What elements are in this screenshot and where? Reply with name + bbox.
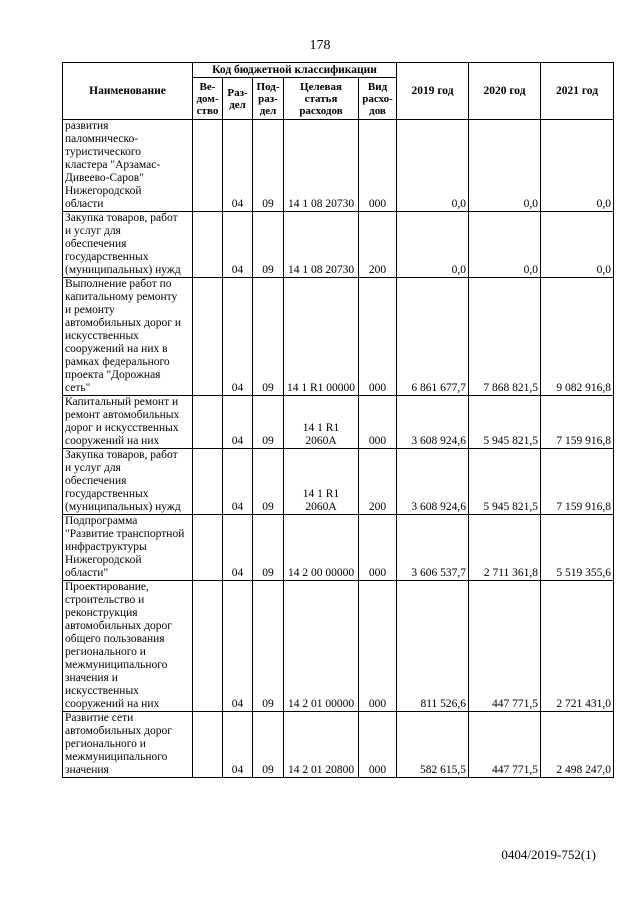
- cell-2021: 2 498 247,0: [541, 712, 614, 778]
- cell-vid-raskhodov: 000: [359, 581, 397, 712]
- table-row: [63, 120, 614, 212]
- cell-vedomstvo: [193, 449, 223, 515]
- cell-2020: 5 945 821,5: [469, 396, 541, 449]
- cell-razdel: 04: [223, 515, 253, 581]
- cell-vedomstvo: [193, 581, 223, 712]
- cell-name: Закупка товаров, работ и услуг для обеспечения государственных (муниципальных) нужд: [63, 449, 193, 515]
- cell-podrazdel: 09: [253, 581, 284, 712]
- cell-tselevaya-statya: 14 1 R1 2060A: [284, 396, 359, 449]
- cell-2021: 7 159 916,8: [541, 449, 614, 515]
- table-row: [63, 449, 614, 515]
- cell-vid-raskhodov: 000: [359, 515, 397, 581]
- cell-2019: 3 608 924,6: [397, 396, 469, 449]
- cell-name: Проектирование, строительство и реконструкция автомобильных дорог общего пользования регионального и межмуниципального значения и искусственных сооружений на них: [63, 581, 193, 712]
- cell-2019: 811 526,6: [397, 581, 469, 712]
- cell-tselevaya-statya: 14 1 08 20730: [284, 212, 359, 278]
- table-row: [63, 581, 614, 712]
- header-2019: 2019 год: [397, 63, 469, 120]
- cell-2019: 3 608 924,6: [397, 449, 469, 515]
- cell-name: развития паломническо- туристического кластера "Арзамас- Дивеево-Саров" Нижегородской области: [63, 120, 193, 212]
- cell-2020: 447 771,5: [469, 712, 541, 778]
- cell-vid-raskhodov: 000: [359, 712, 397, 778]
- cell-2019: 6 861 677,7: [397, 278, 469, 396]
- cell-vedomstvo: [193, 212, 223, 278]
- cell-vedomstvo: [193, 396, 223, 449]
- cell-2021: 5 519 355,6: [541, 515, 614, 581]
- cell-name: Развитие сети автомобильных дорог регионального и межмуниципального значения: [63, 712, 193, 778]
- cell-2020: 2 711 361,8: [469, 515, 541, 581]
- cell-razdel: 04: [223, 396, 253, 449]
- header-code-group: Код бюджетной классификации: [193, 63, 397, 78]
- cell-podrazdel: 09: [253, 515, 284, 581]
- cell-name: Подпрограмма "Развитие транспортной инфраструктуры Нижегородской области": [63, 515, 193, 581]
- cell-2019: 3 606 537,7: [397, 515, 469, 581]
- cell-vedomstvo: [193, 712, 223, 778]
- cell-2021: 7 159 916,8: [541, 396, 614, 449]
- table-row: [63, 278, 614, 396]
- cell-razdel: 04: [223, 212, 253, 278]
- cell-2020: 0,0: [469, 212, 541, 278]
- cell-tselevaya-statya: 14 2 01 00000: [284, 581, 359, 712]
- cell-2021: 9 082 916,8: [541, 278, 614, 396]
- cell-tselevaya-statya: 14 2 00 00000: [284, 515, 359, 581]
- header-2021: 2021 год: [541, 63, 614, 120]
- table-row: [63, 396, 614, 449]
- cell-vedomstvo: [193, 120, 223, 212]
- cell-vid-raskhodov: 000: [359, 396, 397, 449]
- cell-name: Выполнение работ по капитальному ремонту и ремонту автомобильных дорог и искусственных сооружений на них в рамках федерального проекта "Дорожная сеть": [63, 278, 193, 396]
- page-number: 178: [309, 38, 331, 53]
- cell-tselevaya-statya: 14 1 R1 2060A: [284, 449, 359, 515]
- cell-vedomstvo: [193, 515, 223, 581]
- cell-podrazdel: 09: [253, 712, 284, 778]
- cell-2021: 2 721 431,0: [541, 581, 614, 712]
- cell-vid-raskhodov: 000: [359, 120, 397, 212]
- cell-2021: 0,0: [541, 120, 614, 212]
- cell-podrazdel: 09: [253, 120, 284, 212]
- cell-podrazdel: 09: [253, 212, 284, 278]
- cell-podrazdel: 09: [253, 396, 284, 449]
- cell-podrazdel: 09: [253, 278, 284, 396]
- header-tselevaya-statya: Целевая статья расходов: [284, 78, 359, 120]
- table-body: [63, 120, 614, 778]
- cell-razdel: 04: [223, 278, 253, 396]
- header-name: Наименование: [63, 63, 193, 120]
- cell-vedomstvo: [193, 278, 223, 396]
- header-2020: 2020 год: [469, 63, 541, 120]
- table-row: [63, 712, 614, 778]
- cell-razdel: 04: [223, 712, 253, 778]
- cell-tselevaya-statya: 14 2 01 20800: [284, 712, 359, 778]
- cell-vid-raskhodov: 000: [359, 278, 397, 396]
- document-code: 0404/2019-752(1): [501, 847, 596, 862]
- cell-2020: 0,0: [469, 120, 541, 212]
- cell-razdel: 04: [223, 581, 253, 712]
- table-header: [63, 63, 614, 120]
- table-row: [63, 212, 614, 278]
- cell-name: Капитальный ремонт и ремонт автомобильных дорог и искусственных сооружений на них: [63, 396, 193, 449]
- cell-vid-raskhodov: 200: [359, 449, 397, 515]
- header-vedomstvo: Ве- дом- ство: [193, 78, 223, 120]
- header-vid-raskhodov: Вид расхо- дов: [359, 78, 397, 120]
- cell-2019: 582 615,5: [397, 712, 469, 778]
- cell-razdel: 04: [223, 449, 253, 515]
- header-razdel: Раз- дел: [223, 78, 253, 120]
- header-podrazdel: Под- раз- дел: [253, 78, 284, 120]
- cell-name: Закупка товаров, работ и услуг для обеспечения государственных (муниципальных) нужд: [63, 212, 193, 278]
- cell-2020: 7 868 821,5: [469, 278, 541, 396]
- cell-tselevaya-statya: 14 1 R1 00000: [284, 278, 359, 396]
- cell-2021: 0,0: [541, 212, 614, 278]
- cell-2020: 447 771,5: [469, 581, 541, 712]
- cell-podrazdel: 09: [253, 449, 284, 515]
- cell-tselevaya-statya: 14 1 08 20730: [284, 120, 359, 212]
- cell-vid-raskhodov: 200: [359, 212, 397, 278]
- budget-table: [62, 62, 614, 778]
- cell-razdel: 04: [223, 120, 253, 212]
- table-row: [63, 515, 614, 581]
- cell-2019: 0,0: [397, 120, 469, 212]
- cell-2019: 0,0: [397, 212, 469, 278]
- cell-2020: 5 945 821,5: [469, 449, 541, 515]
